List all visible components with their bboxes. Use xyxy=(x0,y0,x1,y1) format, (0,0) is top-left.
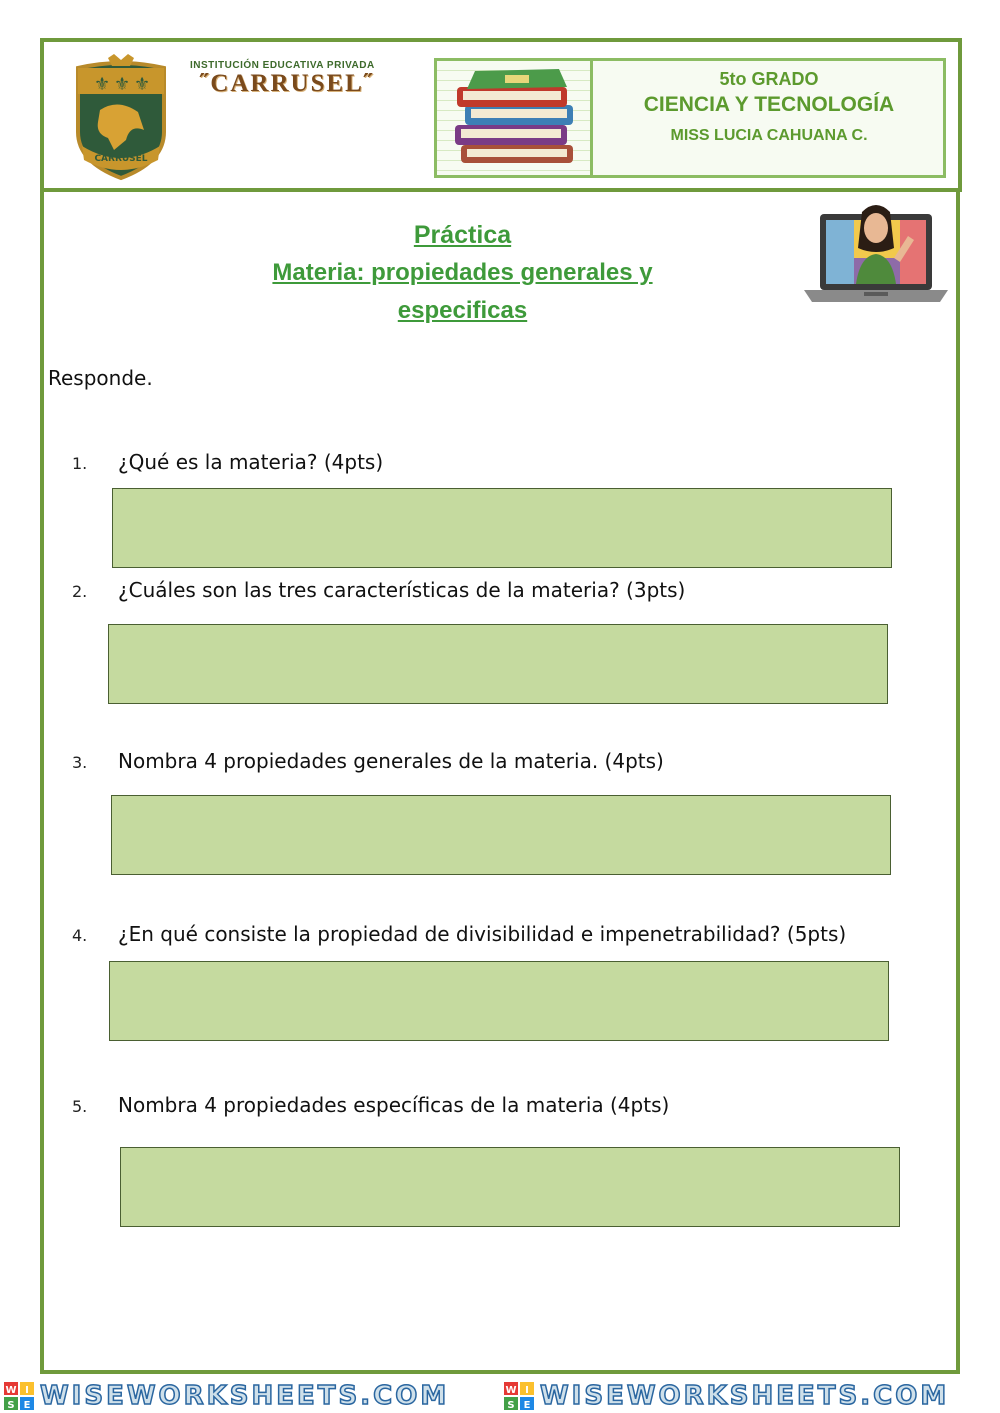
wiseworksheets-logo-icon xyxy=(504,1382,534,1410)
question-2-number: 2. xyxy=(72,582,88,601)
worksheet-title xyxy=(150,216,775,330)
svg-text:S: S xyxy=(507,1399,515,1410)
wiseworksheets-logo-icon xyxy=(4,1382,34,1410)
svg-text:E: E xyxy=(523,1399,531,1410)
question-4-text: ¿En qué consiste la propiedad de divisibilidad e impenetrabilidad? (5pts) xyxy=(118,922,847,946)
title-line-2: Materia: propiedades generales y xyxy=(272,259,653,286)
teacher-label: MISS LUCIA CAHUANA C. xyxy=(670,127,868,144)
header xyxy=(40,38,962,192)
question-2-text: ¿Cuáles son las tres características de la materia? (3pts) xyxy=(118,578,686,602)
crest-label: CARRUSEL xyxy=(94,154,148,164)
brand-mark-1 xyxy=(0,1381,500,1411)
question-5-text: Nombra 4 propiedades específicas de la materia (4pts) xyxy=(118,1093,670,1117)
brand-text-2: WISEWORKSHEETS.COM xyxy=(540,1380,950,1411)
books-cell xyxy=(437,61,593,175)
question-3-text: Nombra 4 propiedades generales de la materia. (4pts) xyxy=(118,749,664,773)
answer-box-3[interactable] xyxy=(111,795,891,875)
answer-box-5[interactable] xyxy=(120,1147,900,1227)
svg-text:I: I xyxy=(25,1384,29,1396)
institution-line: INSTITUCIÓN EDUCATIVA PRIVADA xyxy=(190,60,375,71)
question-4-number: 4. xyxy=(72,926,88,945)
question-1-number: 1. xyxy=(72,454,88,473)
books-stack-icon xyxy=(447,65,583,169)
question-5-number: 5. xyxy=(72,1097,88,1116)
svg-text:W: W xyxy=(5,1384,17,1396)
svg-text:⚜: ⚜ xyxy=(94,74,111,95)
question-3-number: 3. xyxy=(72,753,88,772)
svg-text:E: E xyxy=(23,1399,31,1410)
answer-box-4[interactable] xyxy=(109,961,889,1041)
subject-label: CIENCIA Y TECNOLOGÍA xyxy=(643,93,895,116)
footer-watermark xyxy=(0,1378,1000,1413)
question-1-text: ¿Qué es la materia? (4pts) xyxy=(118,450,384,474)
answer-box-1[interactable] xyxy=(112,488,892,568)
teacher-laptop-icon xyxy=(804,198,948,306)
instruction-text: Responde. xyxy=(48,366,153,390)
brand-mark-2 xyxy=(500,1381,1000,1411)
title-line-1: Práctica xyxy=(413,221,512,249)
svg-text:I: I xyxy=(525,1384,529,1396)
school-name: ˝CARRUSEL˝ xyxy=(200,70,375,97)
svg-text:⚜: ⚜ xyxy=(134,74,151,95)
answer-box-2[interactable] xyxy=(108,624,888,704)
brand-text-1: WISEWORKSHEETS.COM xyxy=(40,1380,450,1411)
svg-text:W: W xyxy=(505,1384,517,1396)
course-info-box xyxy=(434,58,946,178)
title-line-3: especificas xyxy=(397,297,528,324)
school-crest-icon xyxy=(68,54,174,182)
grade-label: 5to GRADO xyxy=(719,69,819,89)
svg-text:⚜: ⚜ xyxy=(114,74,131,95)
svg-text:S: S xyxy=(7,1399,15,1410)
